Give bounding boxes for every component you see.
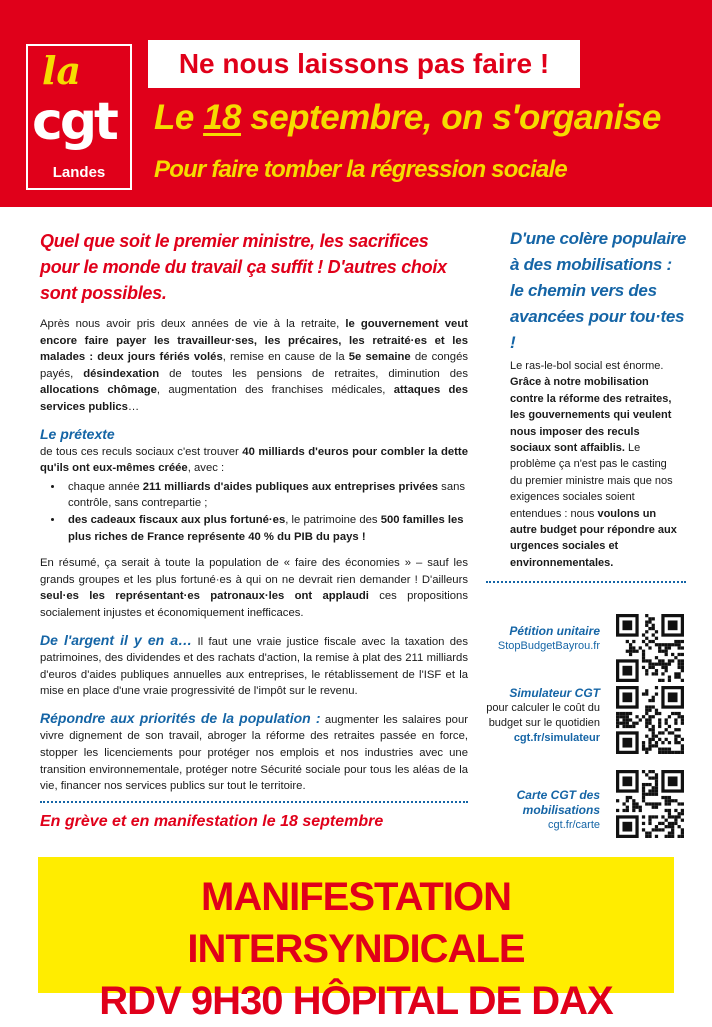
qr-text: Pétition unitaire StopBudgetBayrou.fr [480,624,600,654]
banner-line-1: MANIFESTATION INTERSYNDICALE [187,875,525,971]
logo-cgt: cgt [32,92,116,152]
logo-la: la [42,48,82,93]
pretexte-paragraph: de tous ces reculs sociaux c'est trouver 40 milliards d'euros pour combler la dette qu'ils ont eux-mêmes créée, avec : [40,445,468,475]
banner-line-2: RDV 9H30 HÔPITAL DE DAX [99,979,613,1023]
divider [40,801,468,803]
header-band [0,0,712,207]
priorites-paragraph: Répondre aux priorités de la population : augmenter les salaires pour vivre dignement de son travail, abroger la réforme des retraites passée en force, stopper les licenciements pour protéger nos emplois et nos industries avec une transition environnementale, protéger notre Sécurité sociale pour tous les aléas de la vie, financer nos services publics sur tout le territoire. [40,709,468,793]
closing-line: En grève et en manifestation le 18 septembre [40,812,384,830]
petition-link[interactable]: StopBudgetBayrou.fr [497,640,600,652]
simulator-link[interactable]: cgt.fr/simulateur [513,732,600,744]
argent-paragraph: De l'argent il y en a… Il faut une vraie justice fiscale avec la taxation des patrimoines, des dividendes et des rachats d'action, la remise à plat des 211 milliards d'euros d'aides publiques annuelles aux entreprises, le rétablissement de l'ISF et la mise en place d'une vraie progressivité de l'impôt sur le revenu. [40,631,468,698]
qr-code-icon[interactable] [616,614,684,682]
pretexte-list [40,479,468,545]
resume-paragraph: En résumé, ça serait à toute la population de « faire des économies » – sauf les grands groupes et les plus fortuné·es à qui on ne devrait rien demander ! D'ailleurs seul·es les représentant·es patronaux·les ont applaudi ces propositions socialement injustes et économiquement inefficaces. [40,557,468,619]
sidebar-body: Le ras-le-bol social est énorme. Grâce à notre mobilisation contre la réforme des retraites, les gouvernements qui veulent nous imposer des reculs sociaux sont affaiblis. Le problème ça n'est pas le casting du premier ministre mais que nos exigences sociales soient entendues : nous voulons un autre budget pour répondre aux urgences sociales et environnementales. [510,360,677,569]
qr-simulator[interactable] [486,686,686,756]
qr-map[interactable] [486,770,686,840]
qr-text: Carte CGT des mobilisations cgt.fr/carte [496,788,600,833]
sidebar-title: D'une colère populaire à des mobilisations : le chemin vers des avancées pour tou·tes ! [510,229,686,352]
intro-paragraph: Après nous avoir pris deux années de vie à la retraite, le gouvernement veut encore faire payer les travailleur·ses, les précaires, les retraité·es et les malades : deux jours fériés volés, remise en cause de la 5e semaine de congés payés, désindexation de toutes les pensions de retraites, diminution des allocations chômage, augmentation des franchises médicales, attaques des services publics… [40,318,468,413]
qr-petition[interactable] [486,614,686,684]
subtitle: Pour faire tomber la régression sociale [154,156,567,183]
list-item: • chaque année 211 milliards d'aides publiques aux entreprises privées sans contrôle, sans contrepartie ; [64,479,468,512]
main-column [40,228,468,831]
sidebar-divider [486,581,686,583]
qr-text: Simulateur CGT pour calculer le coût du budget sur le quotidien cgt.fr/simulateur [480,686,600,746]
slogan: Ne nous laissons pas faire ! [148,40,580,88]
argent-heading: De l'argent il y en a… [40,631,193,648]
date-post: septembre, on s'organise [241,98,661,137]
date-number: 18 [203,98,242,137]
map-link[interactable]: cgt.fr/carte [548,819,600,831]
lead-heading: Quel que soit le premier ministre, les sacrifices pour le monde du travail ça suffit ! D'autres choix sont possibles. [40,231,447,303]
qr-code-icon[interactable] [616,686,684,754]
qr-code-icon[interactable] [616,770,684,838]
priorites-heading: Répondre aux priorités de la population : [40,709,321,726]
manifestation-banner [38,857,674,1023]
date-headline [154,96,661,140]
date-pre: Le [154,98,204,137]
cgt-logo [26,44,132,190]
sidebar [486,226,686,583]
logo-region: Landes [52,164,106,181]
pretexte-heading: Le prétexte [40,425,115,442]
list-item: • des cadeaux fiscaux aux plus fortuné·es, le patrimoine des 500 familles les plus riches de France représente 40 % du PIB du pays ! [64,512,468,545]
